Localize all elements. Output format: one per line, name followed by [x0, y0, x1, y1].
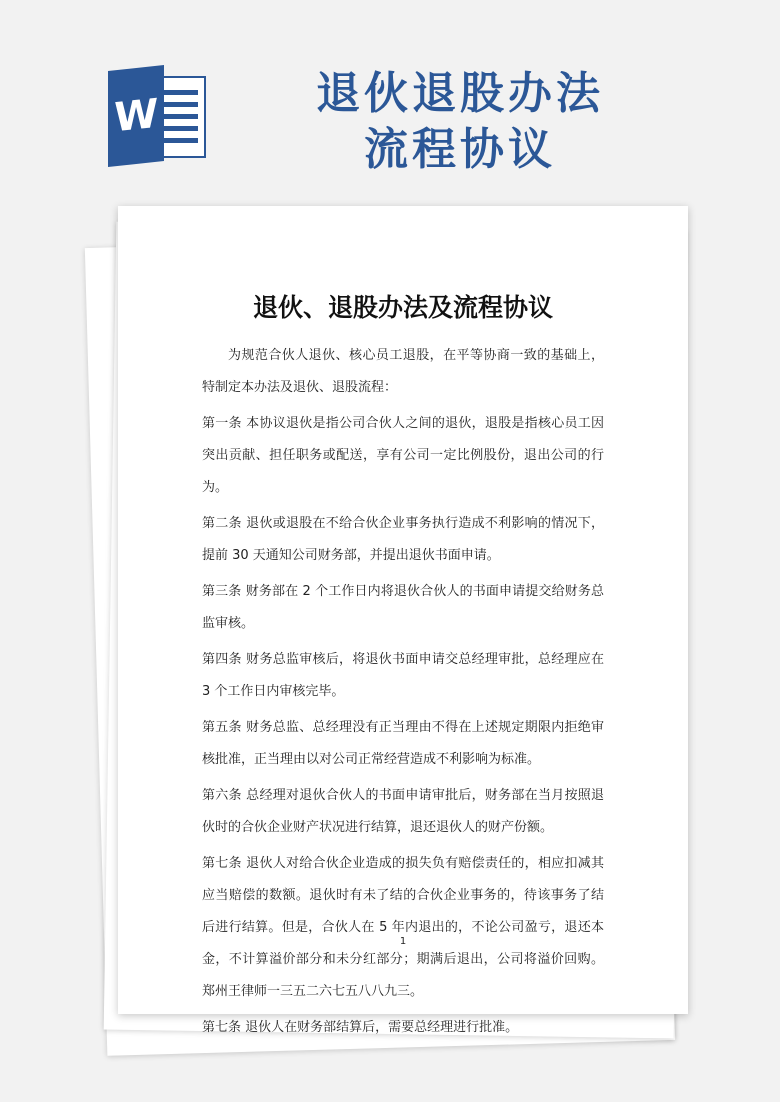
word-letter: W [113, 90, 159, 142]
paragraph-article-2: 第二条 退伙或退股在不给合伙企业事务执行造成不利影响的情况下，提前 30 天通知公司财务部，并提出退伙书面申请。 [202, 516, 604, 563]
paragraph-article-7: 第七条 退伙人对给合伙企业造成的损失负有赔偿责任的，相应扣减其应当赔偿的数额。退伙时有未了结的合伙企业事务的，待该事务了结后进行结算。但是，合伙人在 5 年内退出的，不论公司盈亏，退还本金，不计算溢价部分和未分红部分；期满后退出，公司将溢价回购。郑州王律师一三五二六七五八八九三。 [202, 856, 604, 999]
paragraph-intro: 为规范合伙人退伙、核心员工退股，在平等协商一致的基础上，特制定本办法及退伙、退股流程： [202, 348, 604, 395]
document-page [118, 206, 688, 1035]
document-title: 退伙、退股办法及流程协议 [252, 293, 553, 322]
banner-title-line1: 退伙退股办法 [316, 68, 604, 119]
paragraph-article-5: 第五条 财务总监、总经理没有正当理由不得在上述规定期限内拒绝审核批准，正当理由以对公司正常经营造成不利影响为标准。 [202, 720, 604, 767]
banner-title-line2: 流程协议 [364, 124, 556, 175]
word-badge [108, 65, 164, 167]
page-number: 1 [399, 936, 407, 947]
paragraph-article-1: 第一条 本协议退伙是指公司合伙人之间的退伙，退股是指核心员工因突出贡献、担任职务或配送，享有公司一定比例股份，退出公司的行为。 [202, 416, 604, 495]
word-logo-icon [108, 68, 208, 164]
paragraph-article-4: 第四条 财务总监审核后，将退伙书面申请交总经理审批，总经理应在 3 个工作日内审核完毕。 [202, 652, 604, 699]
paragraph-article-6: 第六条 总经理对退伙合伙人的书面申请审批后，财务部在当月按照退伙时的合伙企业财产状况进行结算，退还退伙人的财产份额。 [202, 788, 604, 835]
paragraph-article-3: 第三条 财务部在 2 个工作日内将退伙合伙人的书面申请提交给财务总监审核。 [202, 584, 604, 631]
paragraph-article-7b: 第七条 退伙人在财务部结算后，需要总经理进行批准。 [202, 1020, 519, 1035]
banner-title [240, 66, 680, 178]
